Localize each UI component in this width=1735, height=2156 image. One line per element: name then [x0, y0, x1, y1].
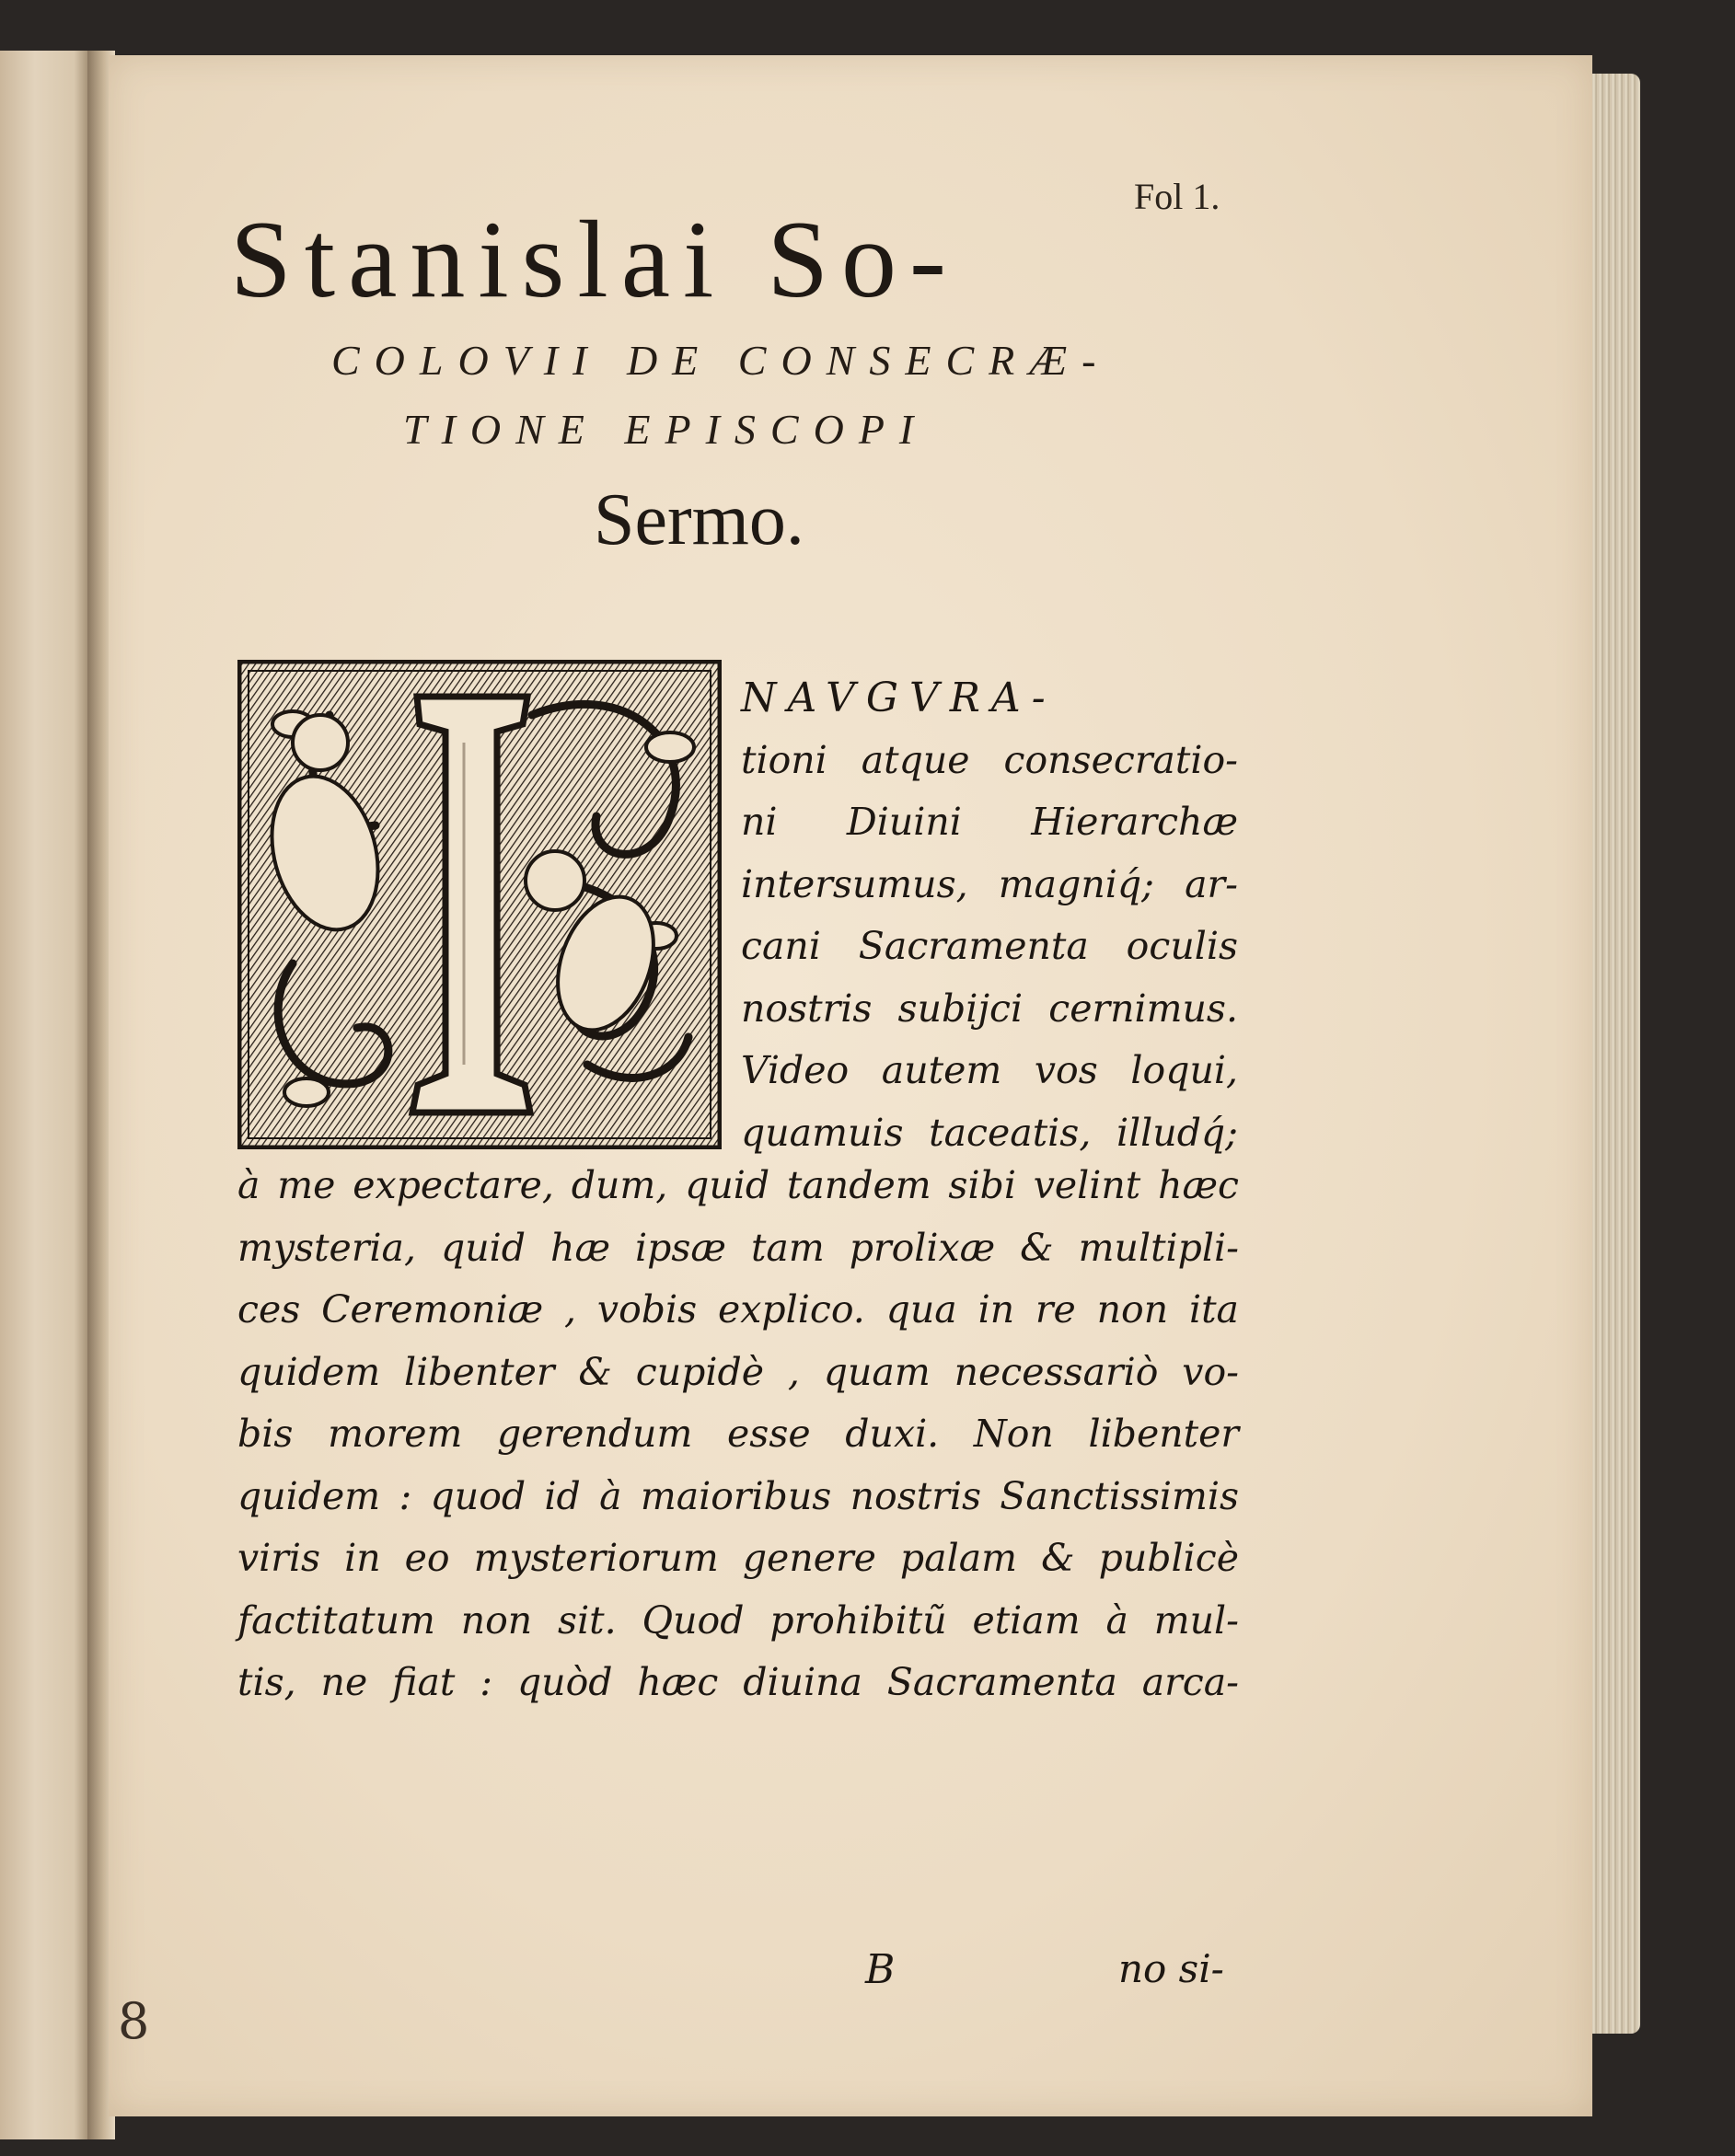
section-heading: Sermo.: [594, 479, 804, 560]
text-line: factitatum non sit. Quod prohibitũ etiam à mul-: [237, 1597, 1239, 1643]
text-line: tioni atque consecratio-: [741, 737, 1238, 782]
text-line: nostris subijci cernimus.: [741, 986, 1238, 1031]
body-text-narrow: [741, 667, 1238, 1164]
text-line: bis morem gerendum esse duxi. Non libenter: [237, 1412, 1239, 1456]
text-line: quamuis taceatis, illudq́;: [741, 1110, 1238, 1155]
text-line: quidem : quod id à maioribus nostris Sanctissimis: [237, 1473, 1239, 1518]
signature-mark: B: [865, 1946, 896, 1993]
body-text-full: [237, 1155, 1239, 1714]
margin-mark: 8: [118, 1992, 150, 2050]
text-line: NAVGVRA-: [741, 674, 1057, 721]
text-line: ces Ceremoniæ , vobis explico. qua in re non ita: [237, 1287, 1239, 1332]
subtitle-line-1: COLOVII DE CONSECRÆ-: [331, 337, 1111, 384]
page-fore-edge: [1585, 74, 1640, 2034]
woodcut-initial-i-icon: [237, 660, 722, 1149]
text-line: à me expectare, dum, quid tandem sibi velint hæc: [237, 1163, 1239, 1207]
catchword: no si-: [1118, 1946, 1224, 1991]
page-title: Stanislai So-: [230, 198, 960, 320]
text-line: intersumus, magniq́; ar-: [741, 861, 1238, 906]
text-line: Video autem vos loqui,: [741, 1048, 1238, 1092]
text-line: quidem libenter & cupidè , quam necessariò vo-: [237, 1349, 1239, 1394]
text-line: mysteria, quid hæ ipsæ tam prolixæ & multipli-: [237, 1225, 1239, 1270]
text-line: viris in eo mysteriorum genere palam & publicè: [237, 1536, 1239, 1580]
decorated-initial-woodcut: [237, 660, 722, 1149]
left-page-edge: [0, 51, 87, 2139]
text-line: cani Sacramenta oculis: [741, 924, 1238, 968]
folio-number: Fol 1.: [1134, 176, 1220, 217]
text-line: tis, ne fiat : quòd hæc diuina Sacramenta arca-: [237, 1660, 1239, 1704]
text-line: ni Diuini Hierarchæ: [741, 800, 1238, 844]
subtitle-line-2: TIONE EPISCOPI: [403, 406, 929, 453]
